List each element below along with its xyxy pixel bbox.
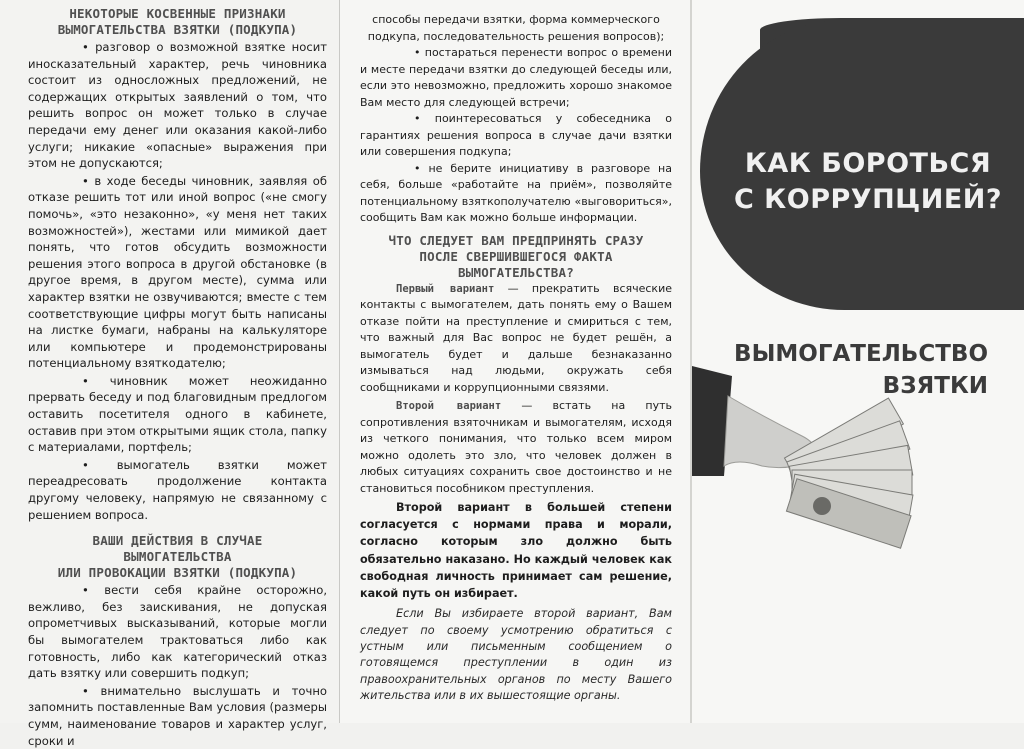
variant-one-label: Первый вариант xyxy=(396,282,495,295)
heading-line: ПОСЛЕ СВЕРШИВШЕГОСЯ ФАКТА xyxy=(419,248,613,264)
cover-title-line: С КОРРУПЦИЕЙ? xyxy=(733,184,1003,215)
cover-subtitle-line: ВЫМОГАТЕЛЬСТВО xyxy=(734,341,988,367)
variant-two-label: Второй вариант xyxy=(396,400,502,412)
variant-two-paragraph xyxy=(360,398,672,497)
variant-one-text: — прекратить всяческие контакты с вымогателем, дать понять ему о Вашем отказе пойти на преступление и смириться с тем, что важный для Вас вопрос не будет решён, а вымогатель будет и дальше безнаказанно измываться над людьми, окружать себя сообщниками и коррупционными связями. xyxy=(360,281,672,394)
final-paragraph: Если Вы избираете второй вариант, Вам следует по своему усмотрению обратиться с устным или письменным сообщением о готовящемся преступлении в один из правоохранительных органов по месту Вашего жительства или в их вышестоящие органы. xyxy=(360,607,672,703)
middle-panel xyxy=(340,0,692,723)
portrait-oval xyxy=(813,497,831,515)
heading-line: ВЫМОГАТЕЛЬСТВА? xyxy=(458,264,574,280)
bullet-paragraph: • вести себя крайне осторожно, вежливо, без заискивания, не допуская опрометчивых высказываний, которые могли бы вымогателем трактоваться либо как готовность, либо как категорический отказ дать взятку или совершить подкуп; xyxy=(28,583,327,681)
section-heading-after xyxy=(360,233,672,281)
bullet-paragraph: • не берите инициативу в разговоре на себя, больше «работайте на приём», позволяйте потенциальному взяткополучателю «выговориться», сообщить Вам как можно больше информации. xyxy=(360,161,672,224)
section-heading-signs xyxy=(28,6,327,38)
heading-line: ВЫМОГАТЕЛЬСТВА ВЗЯТКИ (ПОДКУПА) xyxy=(57,22,298,37)
cover-title-line: КАК БОРОТЬСЯ xyxy=(744,148,992,179)
cover-subtitle-line: ВЗЯТКИ xyxy=(882,373,988,399)
heading-line: ЧТО СЛЕДУЕТ ВАМ ПРЕДПРИНЯТЬ СРАЗУ xyxy=(388,232,644,248)
heading-line: НЕКОТОРЫЕ КОСВЕННЫЕ ПРИЗНАКИ xyxy=(69,6,286,21)
variant-two-text: — встать на путь сопротивления взяточникам и вымогателям, исходя из четкого понимания, что только всем миром можно одолеть это зло, что человек должен в любых ситуациях сохранить свое достоинство и не становиться пособником преступления. xyxy=(360,399,672,495)
heading-line: ИЛИ ПРОВОКАЦИИ ВЗЯТКИ (ПОДКУПА) xyxy=(57,565,298,581)
banknotes-fan xyxy=(785,398,913,548)
bullet-paragraph: • разговор о возможной взятке носит иносказательный характер, речь чиновника состоит из односложных предложений, не содержащих открытых заявлений о том, что решить вопрос он может только в случае передачи ему денег или оказания какой-либо услуги; никакие «опасные» выражения при этом не допускаются; xyxy=(28,40,327,171)
cover-title xyxy=(718,146,1018,218)
bullet-paragraph: • постараться перенести вопрос о времени и месте передачи взятки до следующей беседы или, если это невозможно, предложить хорошо знакомое Вам место для следующей встречи; xyxy=(360,46,672,109)
heading-line: ВЫМОГАТЕЛЬСТВА xyxy=(123,549,232,565)
bullet-paragraph: • вымогатель взятки может переадресовать продолжение контакта другому человеку, напрямую не связанному с решением вопроса. xyxy=(28,457,327,522)
bold-conclusion-paragraph: Второй вариант в большей степени согласуется с нормами права и морали, согласно которым зло должно быть обязательно наказано. Но каждый человек как свободная личность принимает сам решение, какой путь он избирает. xyxy=(360,501,672,601)
variant-one-paragraph xyxy=(360,281,672,397)
section-heading-actions xyxy=(28,533,327,581)
bullet-paragraph: • внимательно выслушать и точно запомнить поставленные Вам условия (размеры сумм, наименование товаров и характер услуг, сроки и xyxy=(28,683,327,748)
continued-paragraph: способы передачи взятки, форма коммерческого подкупа, последовательность решения вопросов); xyxy=(367,13,665,43)
heading-line: ВАШИ ДЕЙСТВИЯ В СЛУЧАЕ xyxy=(92,533,263,549)
bullet-paragraph: • в ходе беседы чиновник, заявляя об отказе решить тот или иной вопрос («не смогу помочь», «это незаконно», «у меня нет таких возможностей»), жестами или мимикой дает понять, что готов обсудить возможности решения этого вопроса в другой обстановке (в другое время, в другом месте), сумма или характер взятки не озвучиваются; вместе с тем соответствующие цифры могут быть написаны на листке бумаги, набраны на калькуляторе или компьютере и продемонстрированы потенциальному взяткодателю; xyxy=(28,173,327,371)
hand-with-money-illustration xyxy=(692,366,1022,566)
bullet-paragraph: • поинтересоваться у собеседника о гарантиях решения вопроса в случае дачи взятки или совершения подкупа; xyxy=(360,112,672,158)
left-panel xyxy=(0,0,340,748)
bullet-paragraph: • чиновник может неожиданно прервать беседу и под благовидным предлогом оставить посетителя одного в кабинете, оставив при этом открытыми ящик стола, папку с материалами, портфель; xyxy=(28,373,327,455)
